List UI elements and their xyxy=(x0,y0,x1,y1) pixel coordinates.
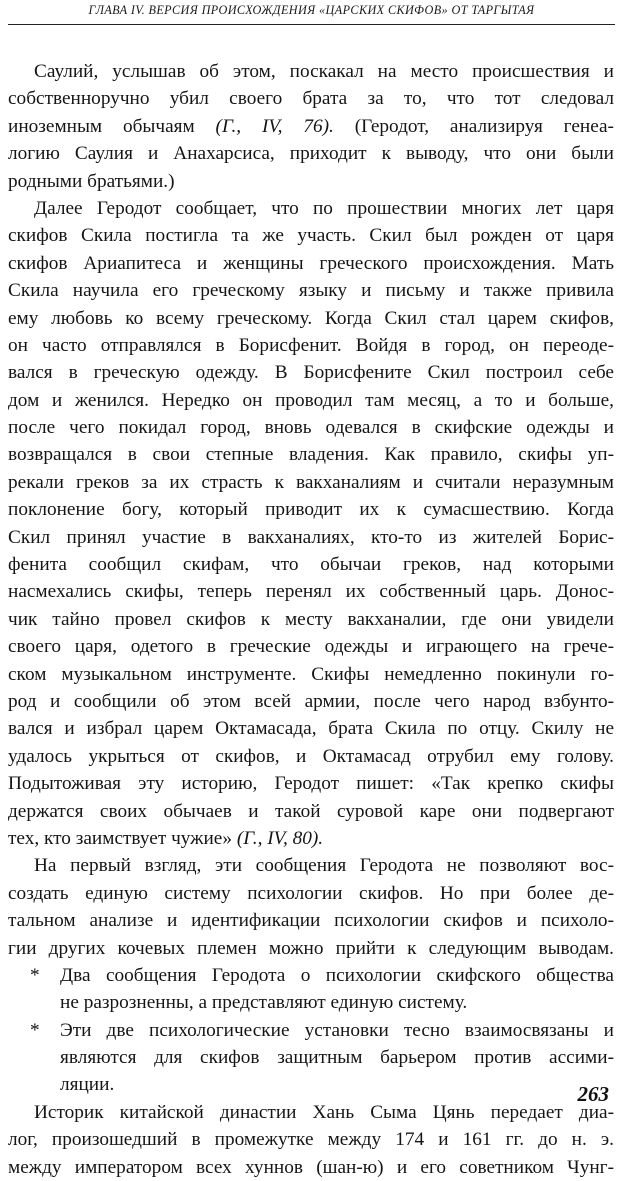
citation: (Г., IV, 80). xyxy=(236,827,324,849)
text-line xyxy=(8,551,614,578)
line-text: насмехались скифы, теперь перенял их собственный царь. Донос- xyxy=(8,581,614,603)
line-text: Эти две психологические установки тесно взаимосвязаны и xyxy=(60,1019,614,1041)
line-text: Саулий, услышав об этом, поскакал на место происшествия и xyxy=(34,61,614,82)
line-text: чик тайно провел скифов к месту вакханалии, где они увидели xyxy=(8,608,614,630)
line-text: фенита сообщил скифам, что обычаи греков, над которыми xyxy=(8,554,614,576)
text-line xyxy=(8,85,614,112)
text-line xyxy=(8,743,614,770)
line-text: возвращался в свои степные владения. Как правило, скифы уп- xyxy=(8,444,614,466)
text-line xyxy=(8,962,614,989)
text-line xyxy=(8,469,614,496)
text-line xyxy=(8,332,614,359)
line-text: Далее Геродот сообщает, что по прошествии многих лет царя xyxy=(34,197,614,219)
text-line xyxy=(8,496,614,523)
text-line xyxy=(8,989,614,1016)
text-line xyxy=(8,852,614,879)
text-line xyxy=(8,387,614,414)
line-text: скифов Скила постигла та же участь. Скил был рожден от царя xyxy=(8,225,614,247)
text-line xyxy=(8,1017,614,1044)
bullet-asterisk: * xyxy=(30,964,40,986)
text-line xyxy=(8,715,614,742)
line-text: между императором всех хуннов (шан-ю) и его советником Чунг- xyxy=(8,1156,614,1178)
text-line xyxy=(8,1154,614,1181)
line-text: ском музыкальном инструменте. Скифы немедленно покинули го- xyxy=(8,663,614,685)
line-text: поклонение богу, который приводит их к сумасшествию. Когда xyxy=(8,499,614,521)
text-line xyxy=(8,277,614,304)
text-line xyxy=(8,606,614,633)
text-line xyxy=(8,661,614,688)
line-text: удалось укрыться от скифов, и Октамасад отрубил ему голову. xyxy=(8,745,614,767)
text-line xyxy=(8,140,614,167)
text-line xyxy=(8,524,614,551)
text-line xyxy=(8,359,614,386)
body-text xyxy=(8,58,614,1181)
line-text: ляции. xyxy=(60,1074,115,1096)
text-line xyxy=(8,688,614,715)
line-text: гии других кочевых племен можно прийти к следующим выводам. xyxy=(8,937,614,959)
line-text: Скил принял участие в вакханалиях, кто-то из жителей Борис- xyxy=(8,526,614,548)
text-line xyxy=(8,1071,614,1098)
line-text: рекали греков за их страсть к вакханалиям и считали неразумным xyxy=(8,471,614,493)
text-line xyxy=(8,195,614,222)
line-text: тех, кто заимствует чужие» xyxy=(8,827,232,849)
line-text: родными братьями.) xyxy=(8,170,175,192)
text-line xyxy=(8,168,614,195)
text-line xyxy=(8,880,614,907)
line-text: не разрозненны, а представляют единую систему. xyxy=(60,992,468,1014)
line-text: На первый взгляд, эти сообщения Геродота не позволяют вос- xyxy=(34,855,614,877)
line-text: он часто отправлялся в Борисфенит. Войдя в город, он переоде- xyxy=(8,334,614,356)
line-text: Два сообщения Геродота о психологии скифского общества xyxy=(60,964,614,986)
line-text: род и сообщили об этом всей армии, после чего народ взбунто- xyxy=(8,690,614,712)
header-rule xyxy=(8,24,615,25)
text-line xyxy=(8,1099,614,1126)
bullet-asterisk: * xyxy=(30,1019,40,1041)
text-line xyxy=(8,935,614,962)
line-text: тальном анализе и идентификации психологии скифов и психоло- xyxy=(8,910,614,932)
page-number: 263 xyxy=(577,1082,609,1106)
text-line xyxy=(8,113,614,140)
running-head: ГЛАВА IV. ВЕРСИЯ ПРОИСХОЖДЕНИЯ «ЦАРСКИХ СКИФОВ» ОТ ТАРГЫТАЯ xyxy=(88,3,535,17)
text-line xyxy=(8,798,614,825)
line-text: Скила научила его греческому языку и письму и также привила xyxy=(8,280,614,302)
line-text: лог, произошедший в промежутке между 174 и 161 гг. до н. э. xyxy=(8,1129,614,1151)
line-text: собственноручно убил своего брата за то, что тот следовал xyxy=(8,88,614,110)
text-line xyxy=(8,1126,614,1153)
line-text: ему любовь ко всему греческому. Когда Скил стал царем скифов, xyxy=(8,307,614,329)
line-text: логию Саулия и Анахарсиса, приходит к выводу, что они были xyxy=(8,143,614,165)
text-line xyxy=(8,907,614,934)
text-line xyxy=(8,633,614,660)
line-text: скифов Ариапитеса и женщины греческого происхождения. Мать xyxy=(8,252,614,274)
text-line xyxy=(8,578,614,605)
line-text: своего царя, одетого в греческие одежды и играющего на грече- xyxy=(8,636,614,658)
text-line xyxy=(8,222,614,249)
text-line xyxy=(8,1044,614,1071)
line-text: иноземным обычаям xyxy=(8,115,195,137)
line-text: дом и женился. Нередко он проводил там месяц, а то и больше, xyxy=(8,389,614,411)
line-text: вался и избрал царем Октамасада, брата Скила по отцу. Скилу не xyxy=(8,718,614,740)
line-text: после чего покидал город, вновь одевался в скифские одежды и xyxy=(8,417,614,439)
line-text-continued: (Геродот, анализируя генеа- xyxy=(354,115,614,137)
text-line xyxy=(8,250,614,277)
text-line xyxy=(8,414,614,441)
line-text: держатся своих обычаев и такой суровой каре они подвергают xyxy=(8,800,614,822)
line-text: вался в греческую одежду. В Борисфените Скил построил себе xyxy=(8,362,614,384)
text-line xyxy=(8,770,614,797)
text-line xyxy=(8,305,614,332)
text-line xyxy=(8,825,614,852)
line-text: Подытоживая эту историю, Геродот пишет: «Так крепко скифы xyxy=(8,773,614,795)
line-text: являются для скифов защитным барьером против ассими- xyxy=(60,1047,614,1069)
text-line xyxy=(8,441,614,468)
line-text: Историк китайской династии Хань Сыма Цянь передает диа- xyxy=(34,1101,614,1123)
line-text: создать единую систему психологии скифов. Но при более де- xyxy=(8,882,614,904)
text-line xyxy=(8,58,614,85)
citation: (Г., IV, 76). xyxy=(215,115,334,137)
